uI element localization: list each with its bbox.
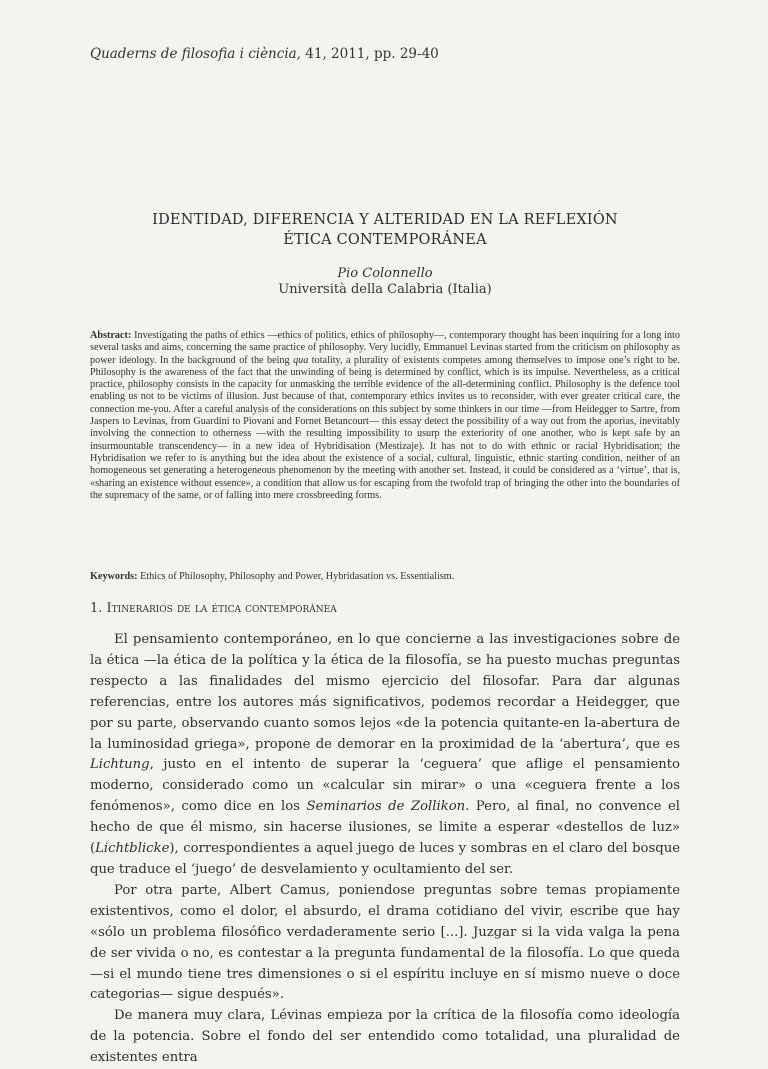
keywords-text: Ethics of Philosophy, Philosophy and Power, Hybridasation vs. Essentialism. <box>137 571 455 582</box>
author-name: Pio Colonnello <box>337 266 433 281</box>
abstract-label: Abstract: <box>90 330 132 341</box>
author-affiliation: Università della Calabria (Italia) <box>278 282 492 297</box>
title-line-2: ÉTICA CONTEMPORÁNEA <box>283 232 487 248</box>
p1-text-a: El pensamiento contemporáneo, en lo que concierne a las investigaciones sobre de la ética —la ética de la política y la ética de la filosofía, se ha puesto muchas preguntas respecto a las finalidades del mismo ejercicio del filosofar. Para dar algunas referencias, entre los autores más significativos, podemos recordar a Heidegger, que por su parte, observando cuanto somos lejos «de la potencia quitante-en la-abertura de la luminosidad griega», propone de demorar en la proximidad de la ‘abertura’, que es <box>90 632 680 752</box>
journal-issue-pages: 41, 2011, pp. 29-40 <box>305 46 439 62</box>
p1-text-c: . Pero, al final, no convence el hecho de que él mismo, sin hacerse ilusiones, se limite a esperar «destellos de luz» ( <box>90 799 680 857</box>
section-heading <box>90 601 680 616</box>
keywords-label: Keywords: <box>90 571 138 582</box>
body-text <box>90 630 680 1069</box>
p1-term-lichtblicke: Lichtblicke <box>95 841 170 857</box>
abstract <box>90 330 680 502</box>
abstract-text-1: Investigating the paths of ethics —ethics of politics, ethics of philosophy—, contemporary thought has been inquiring for a long into several tasks and aims, concerning the same practice of philosophy. Very lucidly, Emmanuel Levinas started from the criticism on philosophy as power ideology. In the background of the being <box>90 330 680 366</box>
p1-title-seminarios: Seminarios de Zollikon <box>306 799 466 815</box>
paper-title <box>90 210 680 250</box>
section-number: 1. <box>90 601 107 616</box>
section-title: Itinerarios de la ética contemporánea <box>106 601 337 616</box>
paragraph-2: Por otra parte, Albert Camus, poniendose preguntas sobre temas propiamente existentivos, como el dolor, el absurdo, el drama cotidiano del vivir, escribe que hay «sólo un problema filosófico verdaderamente serio [...]. Juzgar si la vida valga la pena de ser vivida o no, es contestar a la pregunta fundamental de la filosofía. Lo que queda —si el mundo tiene tres dimensiones o si el espíritu incluye en sí mismo nueve o doce categorias— sigue después». <box>90 882 680 1003</box>
title-line-1: IDENTIDAD, DIFERENCIA Y ALTERIDAD EN LA REFLEXIÓN <box>152 212 618 228</box>
abstract-qua: qua <box>293 354 309 366</box>
p1-text-d: ), correspondientes a aquel juego de luces y sombras en el claro del bosque que traduce el ‘juego’ de desvelamiento y ocultamiento del ser. <box>90 841 680 877</box>
p1-term-lichtung: Lichtung <box>90 757 150 773</box>
abstract-text-2: totality, a plurality of existents competes among themselves to impose one’s right to be. Philosophy is the awareness of the fact that the unwinding of being is determined by conflict, which is its impulse. Nevertheless, as a critical practice, philosophy consists in the capacity for unmasking the terrible evidence of the all-determining conflict. Philosophy is the defence tool enabling us not to be victims of illusion. Just because of that, contemporary ethics invites us to reconsider, with ever greater critical care, the connection me-you. After a careful analysis of the considerations on this subject by some thinkers in our time —from Heidegger to Sartre, from Jaspers to Levinas, from Guardini to Piovani and Fornet Betancourt— this essay detect the possibility of a way out from the aporias, inevitably involving the connection to otherness —with the resulting impossibility to usurp the exteriority of one another, who is kept safe by an insurmountable transcendency— in a new idea of Hybridisation (Mestizaje). It has not to do with ethnic or racial Hybridisation; the Hybridisation we refer to is anything but the idea about the existence of a social, cultural, linguistic, ethnic starting condition, neither of an homogeneous set generating a heterogeneous phenomenon by the meeting with another set. Instead, it could be considered as a ‘virtue’, that is, «sharing an existence without essence», a condition that allow us for escaping from the twofold trap of bringing the other into the boundaries of the supremacy of the same, or of falling into mere crossbreeding forms. <box>90 354 680 501</box>
keywords <box>90 571 680 582</box>
p1-text-b: , justo en el intento de superar la ‘ceguera’ que aflige el pensamiento moderno, considerado como un «calcular sin mirar» o una «ceguera frente a los fenómenos», como dice en los <box>90 757 680 815</box>
journal-name: Quaderns de filosofia i ciència, <box>90 46 301 62</box>
paragraph-1 <box>90 630 680 881</box>
paragraph-3: De manera muy clara, Lévinas empieza por la crítica de la filosofía como ideología de la potencia. Sobre el fondo del ser entendido como totalidad, una pluralidad de existentes entra <box>90 1008 680 1066</box>
journal-citation <box>90 46 690 62</box>
